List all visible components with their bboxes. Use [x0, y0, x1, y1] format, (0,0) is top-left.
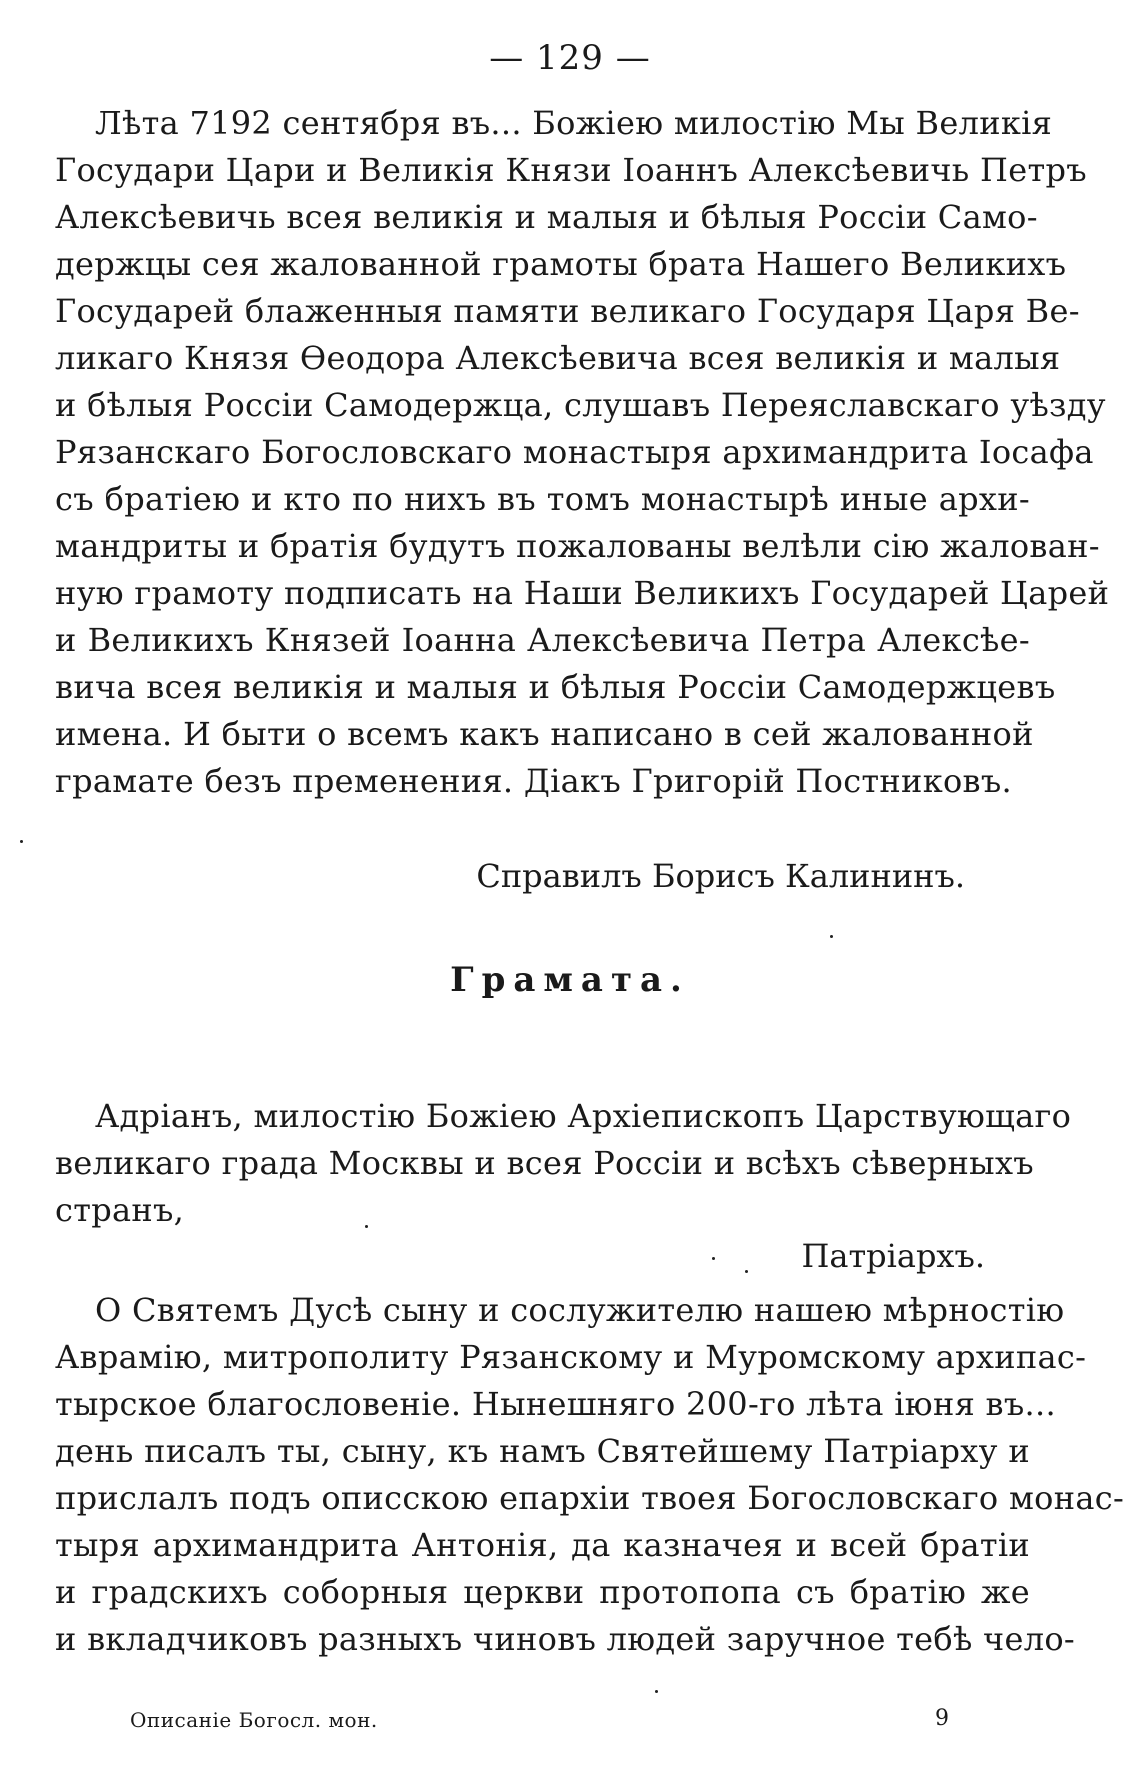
text-line: съ братіею и кто по нихъ въ томъ монастырѣ иные архи- — [55, 480, 1030, 518]
scan-speck — [20, 840, 23, 843]
text-line: прислалъ подъ описскою епархіи твоея Богословскаго монас- — [55, 1479, 1125, 1517]
scan-speck — [745, 1270, 748, 1273]
footer-sheet-number: 9 — [935, 1706, 949, 1731]
text-line: Аврамію, митрополиту Рязанскому и Муромскому архипас- — [55, 1338, 1087, 1376]
text-line: и Великихъ Князей Іоанна Алексѣевича Петра Алексѣе- — [55, 621, 1030, 659]
text-line: ную грамоту подписать на Наши Великихъ Государей Царей — [55, 574, 1110, 612]
address-block — [55, 1093, 1072, 1234]
text-line: ликаго Князя Өеодора Алексѣевича всея великія и малыя — [55, 339, 1061, 377]
scan-speck — [830, 935, 833, 938]
footer-signature-mark: Описаніе Богосл. мон. — [130, 1708, 378, 1732]
text-line: грамате безъ пременения. Діакъ Григорій Постниковъ. — [55, 762, 1013, 800]
text-line: и вкладчиковъ разныхъ чиновъ людей заручное тебѣ чело- — [55, 1620, 1076, 1658]
paragraph-patriarch-letter — [55, 1287, 1125, 1663]
text-line: Государей блаженныя памяти великаго Государя Царя Ве- — [55, 292, 1080, 330]
text-line: Адріанъ, милостію Божіею Архіепископъ Царствующаго — [95, 1097, 1072, 1135]
text-line: Алексѣевичь всея великія и малыя и бѣлыя Россіи Само- — [55, 198, 1038, 236]
patriarch-title: Патріархъ. — [801, 1237, 985, 1275]
text-line: держцы сея жалованной грамоты брата Нашего Великихъ — [55, 245, 1067, 283]
page-number: — 129 — — [489, 38, 651, 78]
text-line: великаго града Москвы и всея Россіи и всѣхъ сѣверныхъ — [55, 1144, 1034, 1182]
text-line: мандриты и братія будутъ пожалованы велѣли сію жалован- — [55, 527, 1100, 565]
scan-speck — [712, 1257, 715, 1260]
text-line: имена. И быти о всемъ какъ написано в сей жалованной — [55, 715, 1034, 753]
text-line: странъ, — [55, 1191, 185, 1229]
text-line: тырское благословеніе. Нынешняго 200-го лѣта іюня въ... — [55, 1385, 1056, 1423]
signature-line: Справилъ Борисъ Калининъ. — [476, 857, 965, 895]
text-line: и бѣлыя Россіи Самодержца, слушавъ Переяславскаго уѣзду — [55, 386, 1106, 424]
text-line: О Святемъ Дусѣ сыну и сослужителю нашею мѣрностію — [95, 1291, 1065, 1329]
text-line: вича всея великія и малыя и бѣлыя Россіи Самодержцевъ — [55, 668, 1056, 706]
section-heading: Грамата. — [450, 960, 690, 1000]
text-line: Государи Цари и Великія Князи Іоаннъ Алексѣевичь Петръ — [55, 151, 1087, 189]
text-line: день писалъ ты, сыну, къ намъ Святейшему Патріарху и — [55, 1432, 1030, 1470]
text-line: Рязанскаго Богословскаго монастыря архимандрита Іосафа — [55, 433, 1094, 471]
text-line: тыря архимандрита Антонія, да казначея и всей братіи — [55, 1526, 1030, 1564]
scan-speck — [655, 1690, 658, 1693]
text-line: Лѣта 7192 сентября въ... Божіею милостію Мы Великія — [95, 104, 1053, 142]
text-line: и градскихъ соборныя церкви протопопа съ братію же — [55, 1573, 1030, 1611]
scan-speck — [365, 1225, 368, 1228]
paragraph-charter-1684 — [55, 100, 1110, 805]
